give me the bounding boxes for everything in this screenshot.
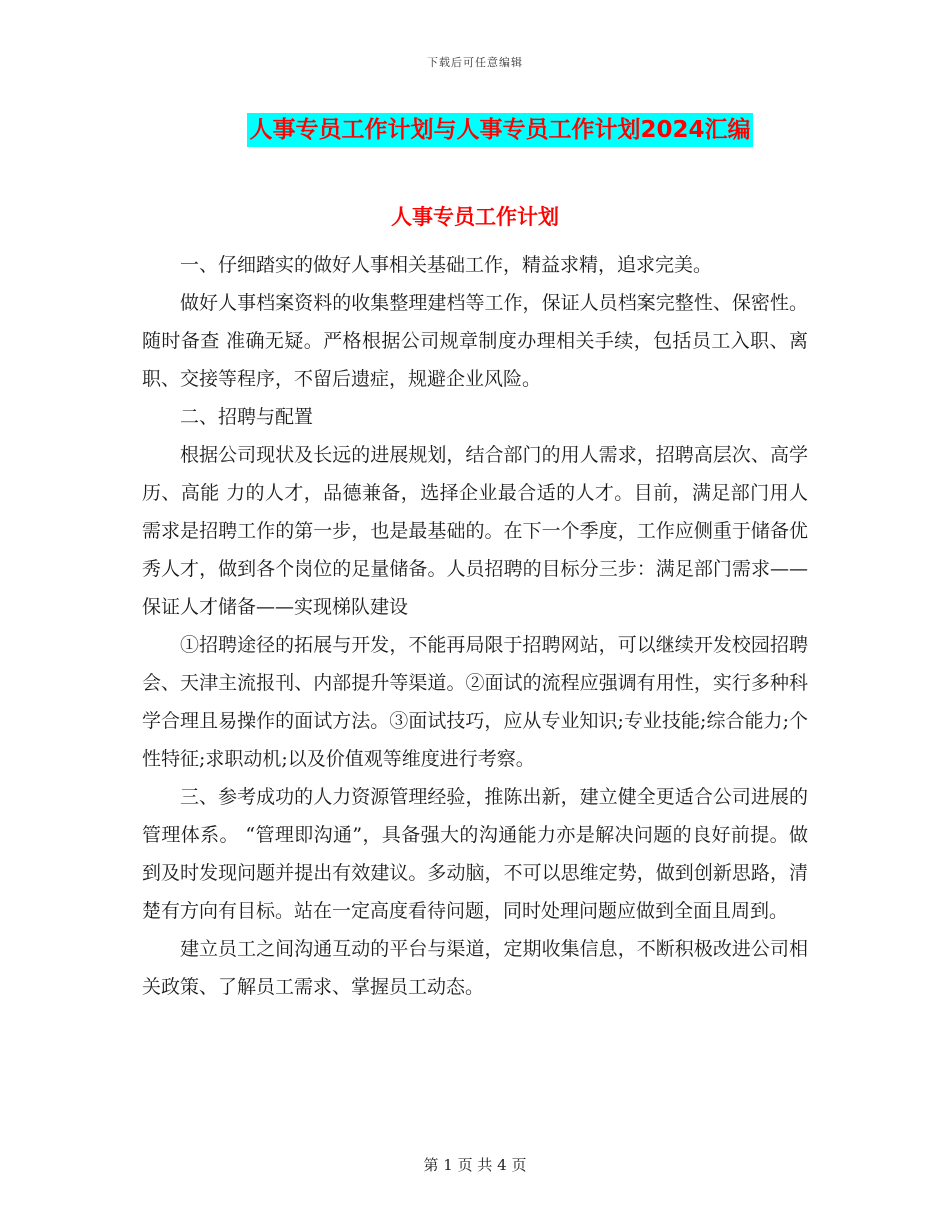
paragraph-2: 做好人事档案资料的收集整理建档等工作，保证人员档案完整性、保密性。随时备查 准确无疑。严格根据公司规章制度办理相关手续，包括员工入职、离职、交接等程序，不留后遗症，规避企业风险。: [142, 292, 808, 390]
paragraph-4: 根据公司现状及长远的进展规划，结合部门的用人需求，招聘高层次、高学历、高能 力的人才，品德兼备，选择企业最合适的人才。目前，满足部门用人需求是招聘工作的第一步，也是最基础的。在下一个季度，工作应侧重于储备优秀人才，做到各个岗位的足量储备。人员招聘的目标分三步：满足部门需求——保证人才储备——实现梯队建设: [142, 444, 808, 618]
document-body: [142, 246, 808, 1006]
paragraph-5: ①招聘途径的拓展与开发，不能再局限于招聘网站，可以继续开发校园招聘会、天津主流报刊、内部提升等渠道。②面试的流程应强调有用性，实行多种科学合理且易操作的面试方法。③面试技巧，应从专业知识;专业技能;综合能力;个性特征;求职动机;以及价值观等维度进行考察。: [142, 634, 808, 770]
paragraph-7: 建立员工之间沟通互动的平台与渠道，定期收集信息，不断积极改进公司相关政策、了解员工需求、掌握员工动态。: [142, 938, 808, 998]
section-title: 人事专员工作计划: [391, 205, 559, 229]
page-footer: 第 1 页 共 4 页: [423, 1156, 527, 1174]
paragraph-3: 二、招聘与配置: [180, 406, 314, 428]
document-title-container: [0, 113, 950, 147]
header-note: 下载后可任意编辑: [427, 56, 523, 69]
paragraph-6: 三、参考成功的人力资源管理经验，推陈出新，建立健全更适合公司进展的管理体系。 “管理即沟通”，具备强大的沟通能力亦是解决问题的良好前提。做到及时发现问题并提出有效建议。多动脑，不可以思维定势，做到创新思路，清楚有方向有目标。站在一定高度看待问题，同时处理问题应做到全面且周到。: [142, 786, 808, 922]
document-title: 人事专员工作计划与人事专员工作计划2024汇编: [247, 113, 752, 147]
paragraph-1: 一、仔细踏实的做好人事相关基础工作，精益求精，追求完美。: [180, 254, 713, 276]
